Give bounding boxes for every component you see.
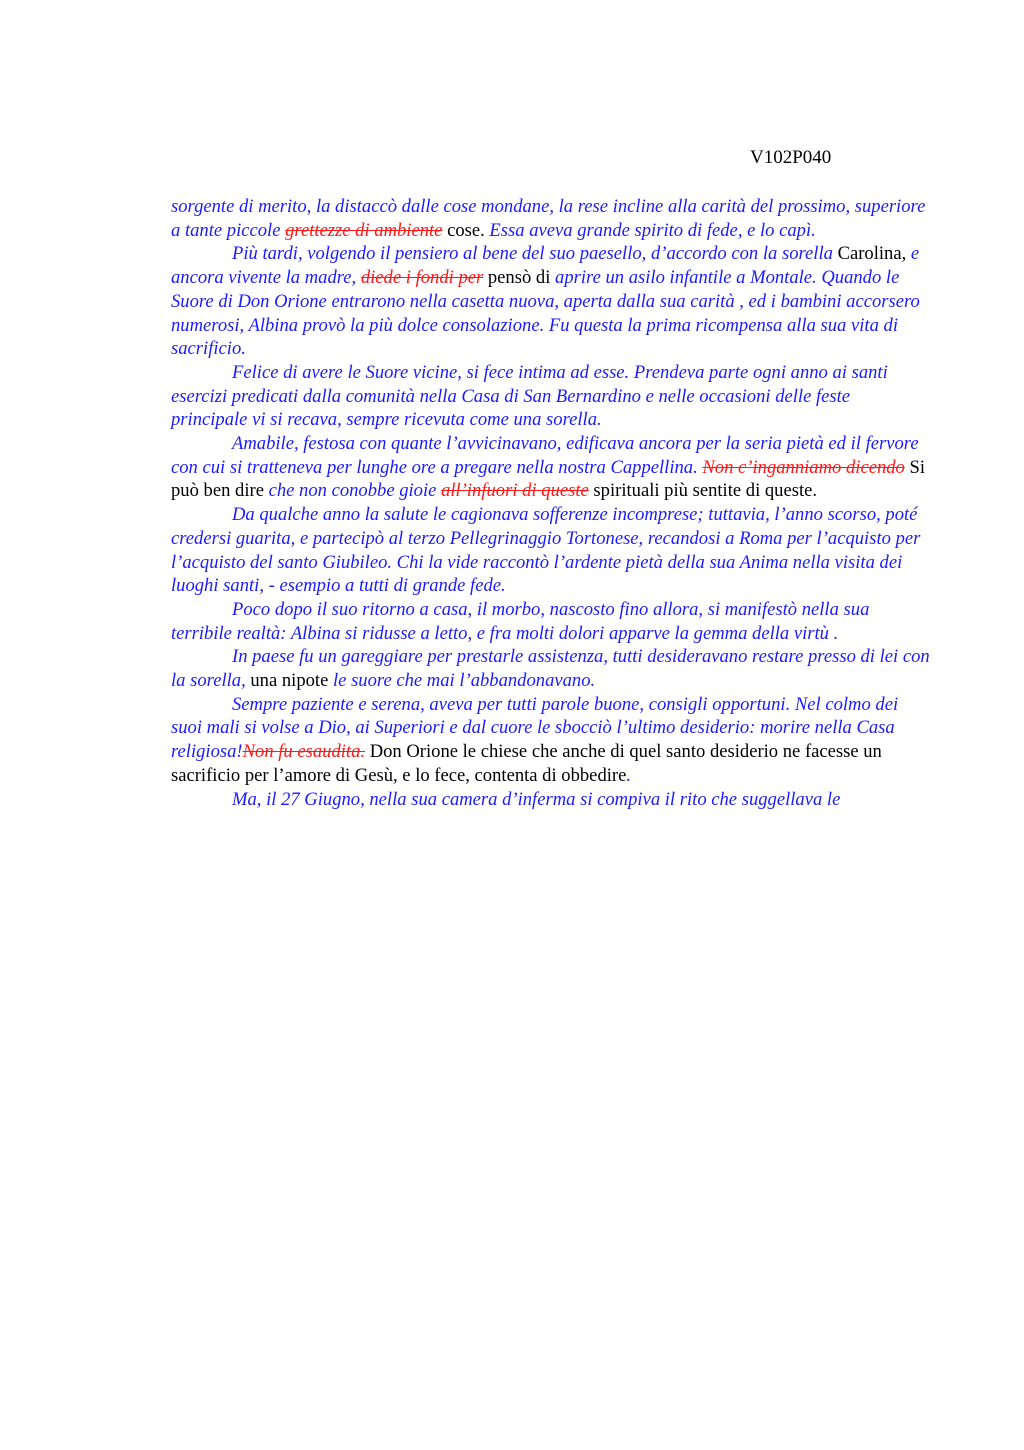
paragraph <box>171 432 931 503</box>
added-text: Da qualche anno la salute le cagionava sofferenze incomprese; tuttavia, l’anno scorso, poté credersi guarita, e partecipò al terzo Pellegrinaggio Tortonese, recandosi a Roma per l’acquisto per l’acquisto del santo Giubileo. Chi la vide raccontò l’ardente pietà della sua Anima nella visita dei luoghi santi, - esempio a tutti di grande fede. <box>171 504 921 597</box>
added-text: Ma, il 27 Giugno, nella sua camera d’inferma si compiva il rito che suggellava le <box>232 788 841 810</box>
added-text: In paese fu un gareggiare per prestarle assistenza, tutti desideravano restare presso di lei con la sorella, <box>171 646 930 692</box>
paragraph <box>171 195 931 242</box>
paragraph <box>171 242 931 361</box>
original-text: pensò di <box>483 267 556 289</box>
original-text: Si può ben dire <box>171 456 925 502</box>
added-text: . <box>626 764 632 786</box>
added-text: sorgente di merito, la distaccò dalle cose mondane, la rese incline alla carità del prossimo, superiore a tante piccole <box>171 196 926 241</box>
original-text: una nipote <box>250 670 333 692</box>
deleted-text: all’infuori di queste <box>441 480 589 502</box>
deleted-text: Non c’inganniamo dicendo <box>702 456 905 478</box>
deleted-text: grettezze di ambiente <box>285 219 443 241</box>
document-body <box>171 195 931 811</box>
added-text: le suore che mai l’abbandonavano. <box>333 670 596 692</box>
paragraph <box>171 361 931 432</box>
added-text: Più tardi, volgendo il pensiero al bene del suo paesello, d’accordo con la sorella <box>232 243 838 265</box>
added-text: che non conobbe gioie <box>268 480 442 502</box>
added-text: Essa aveva grande spirito di fede, e lo capì. <box>489 219 816 241</box>
page-identifier: V102P040 <box>750 147 832 168</box>
paragraph <box>171 788 931 812</box>
paragraph <box>171 598 931 645</box>
paragraph <box>171 645 931 692</box>
original-text: cose. <box>442 219 490 241</box>
original-text: Don Orione le chiese che anche di quel santo desiderio ne facesse un sacrificio per l’amore di Gesù, e lo fece, contenta di obbedire <box>171 741 882 786</box>
deleted-text: diede i fondi per <box>360 267 484 289</box>
added-text: Felice di avere le Suore vicine, si fece intima ad esse. Prendeva parte ogni anno ai santi esercizi predicati dalla comunità nella Casa di San Bernardino e nelle occasioni delle feste principale vi si recava, sempre ricevuta come una sorella. <box>171 361 888 431</box>
paragraph <box>171 503 931 598</box>
added-text: aprire un asilo infantile a Montale. Quando le Suore di Don Orione entrarono nella casetta nuova, aperta dalla sua carità , ed i bambini accorsero numerosi, Albina provò la più dolce consolazione. Fu questa la prima ricompensa alla sua vita di sacrificio. <box>171 267 920 360</box>
paragraph <box>171 693 931 788</box>
added-text: Amabile, festosa con quante l’avvicinavano, edificava ancora per la seria pietà ed il fervore con cui si tratteneva per lunghe ore a pregare nella nostra Cappellina. <box>171 433 919 478</box>
deleted-text: Non fu esaudita. <box>242 741 366 763</box>
added-text: Poco dopo il suo ritorno a casa, il morbo, nascosto fino allora, si manifestò nella sua terribile realtà: Albina si ridusse a letto, e fra molti dolori apparve la gemma della virtù . <box>171 598 870 644</box>
original-text: Carolina, <box>837 243 911 265</box>
original-text: spirituali più sentite di queste. <box>588 480 818 502</box>
added-text: e ancora vivente la madre, <box>171 243 920 289</box>
added-text: Sempre paziente e serena, aveva per tutti parole buone, consigli opportuni. Nel colmo dei suoi mali si volse a Dio, ai Superiori e dal cuore le sbocciò l’ultimo desiderio: morire nella Casa religiosa! <box>171 693 899 763</box>
